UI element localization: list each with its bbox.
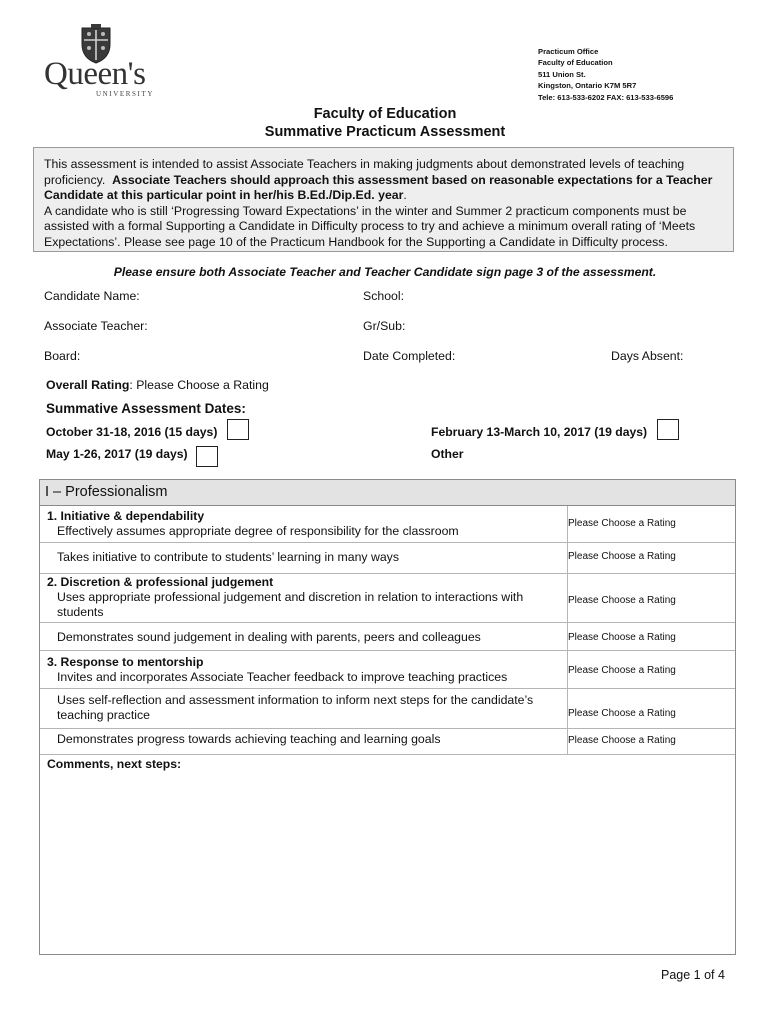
rating-select[interactable]: Please Choose a Rating — [568, 595, 676, 606]
table-row — [40, 543, 735, 574]
overall-rating — [46, 378, 269, 392]
intro-text: This assessment is intended to assist Associate Teachers in making judgments about demonstrated levels of teaching proficiency. — [44, 157, 685, 187]
overall-rating-colon: : — [129, 378, 133, 392]
intro-difficulty-text: A candidate who is still ‘Progressing Toward Expectations’ in the winter and Summer 2 practicum components must be assisted with a formal Supporting a Candidate in Difficulty process to try and achieve a minimum overall rating of ‘Meets Expectations’. Please see page 10 of the Practicum Handbook for the Supporting a Candidate in Difficulty process. — [44, 203, 696, 249]
intro-bold-text: Associate Teachers should approach this assessment based on reasonable expectations for a Teacher Candidate at this particular point in her/his B.Ed./Dip.Ed. year — [44, 172, 713, 202]
assessment-dates-title: Summative Assessment Dates: — [46, 401, 246, 416]
logo-wordmark: Queen's — [44, 56, 146, 92]
professionalism-section — [39, 479, 736, 955]
days-absent-label: Days Absent: — [611, 349, 684, 363]
office-line: Practicum Office — [538, 47, 599, 56]
table-row — [40, 506, 735, 543]
overall-rating-select[interactable]: Please Choose a Rating — [136, 378, 269, 392]
overall-rating-label: Overall Rating — [46, 378, 130, 392]
period-other-label: Other — [431, 447, 464, 461]
period-may-checkbox[interactable] — [196, 446, 218, 467]
section-heading: I – Professionalism — [40, 480, 735, 506]
office-address — [538, 46, 673, 103]
indicator-text: Invites and incorporates Associate Teacher feedback to improve teaching practices — [57, 670, 508, 684]
office-line: Tele: 613-533-6202 FAX: 613-533-6596 — [538, 92, 674, 102]
category-title: 1. Initiative & dependability — [47, 509, 205, 523]
page-number: Page 1 of 4 — [661, 968, 725, 982]
period-october-label: October 31-18, 2016 (15 days) — [46, 425, 218, 439]
indicator-text: Effectively assumes appropriate degree of responsibility for the classroom — [57, 524, 459, 538]
rating-select[interactable]: Please Choose a Rating — [568, 518, 676, 529]
intro-period: . — [403, 188, 407, 202]
indicator-text: Uses appropriate professional judgement and discretion in relation to interactions with students — [57, 590, 524, 619]
indicator-text: Uses self-reflection and assessment information to inform next steps for the candidate’s teaching practice — [57, 693, 534, 722]
office-line: Faculty of Education — [538, 58, 613, 68]
queens-logo — [44, 24, 154, 100]
table-row — [40, 729, 735, 755]
rating-select[interactable]: Please Choose a Rating — [568, 735, 676, 746]
rating-select[interactable]: Please Choose a Rating — [568, 551, 676, 562]
table-row — [40, 574, 735, 623]
associate-teacher-label: Associate Teacher: — [44, 319, 148, 333]
rating-select[interactable]: Please Choose a Rating — [568, 665, 676, 676]
candidate-name-label: Candidate Name: — [44, 289, 140, 303]
comments-label: Comments, next steps: — [47, 757, 182, 771]
period-october-checkbox[interactable] — [227, 419, 249, 440]
period-february-checkbox[interactable] — [657, 419, 679, 440]
board-label: Board: — [44, 349, 81, 363]
logo-subtitle: UNIVERSITY — [96, 90, 154, 98]
period-may-label: May 1-26, 2017 (19 days) — [46, 447, 188, 461]
period-february-label: February 13-March 10, 2017 (19 days) — [431, 425, 648, 439]
document-subtitle: Summative Practicum Assessment — [264, 124, 506, 140]
indicator-text: Takes initiative to contribute to students’ learning in many ways — [57, 550, 399, 564]
rating-select[interactable]: Please Choose a Rating — [568, 632, 676, 643]
document-title: Faculty of Education — [313, 106, 457, 122]
category-title: 2. Discretion & professional judgement — [47, 575, 274, 589]
indicator-text: Demonstrates sound judgement in dealing with parents, peers and colleagues — [57, 630, 481, 644]
rating-select[interactable]: Please Choose a Rating — [568, 708, 676, 719]
table-row — [40, 689, 735, 729]
signature-notice: Please ensure both Associate Teacher and Teacher Candidate sign page 3 of the assessment. — [113, 265, 657, 279]
office-line: Kingston, Ontario K7M 5R7 — [538, 81, 637, 91]
school-label: School: — [363, 289, 405, 303]
indicator-text: Demonstrates progress towards achieving teaching and learning goals — [57, 732, 441, 746]
table-row — [40, 651, 735, 689]
intro-box — [33, 147, 734, 252]
date-completed-label: Date Completed: — [363, 349, 456, 363]
gr-sub-label: Gr/Sub: — [363, 319, 406, 333]
table-row — [40, 623, 735, 651]
office-line: 511 Union St. — [538, 69, 586, 79]
category-title: 3. Response to mentorship — [47, 655, 204, 669]
column-divider — [567, 506, 568, 754]
